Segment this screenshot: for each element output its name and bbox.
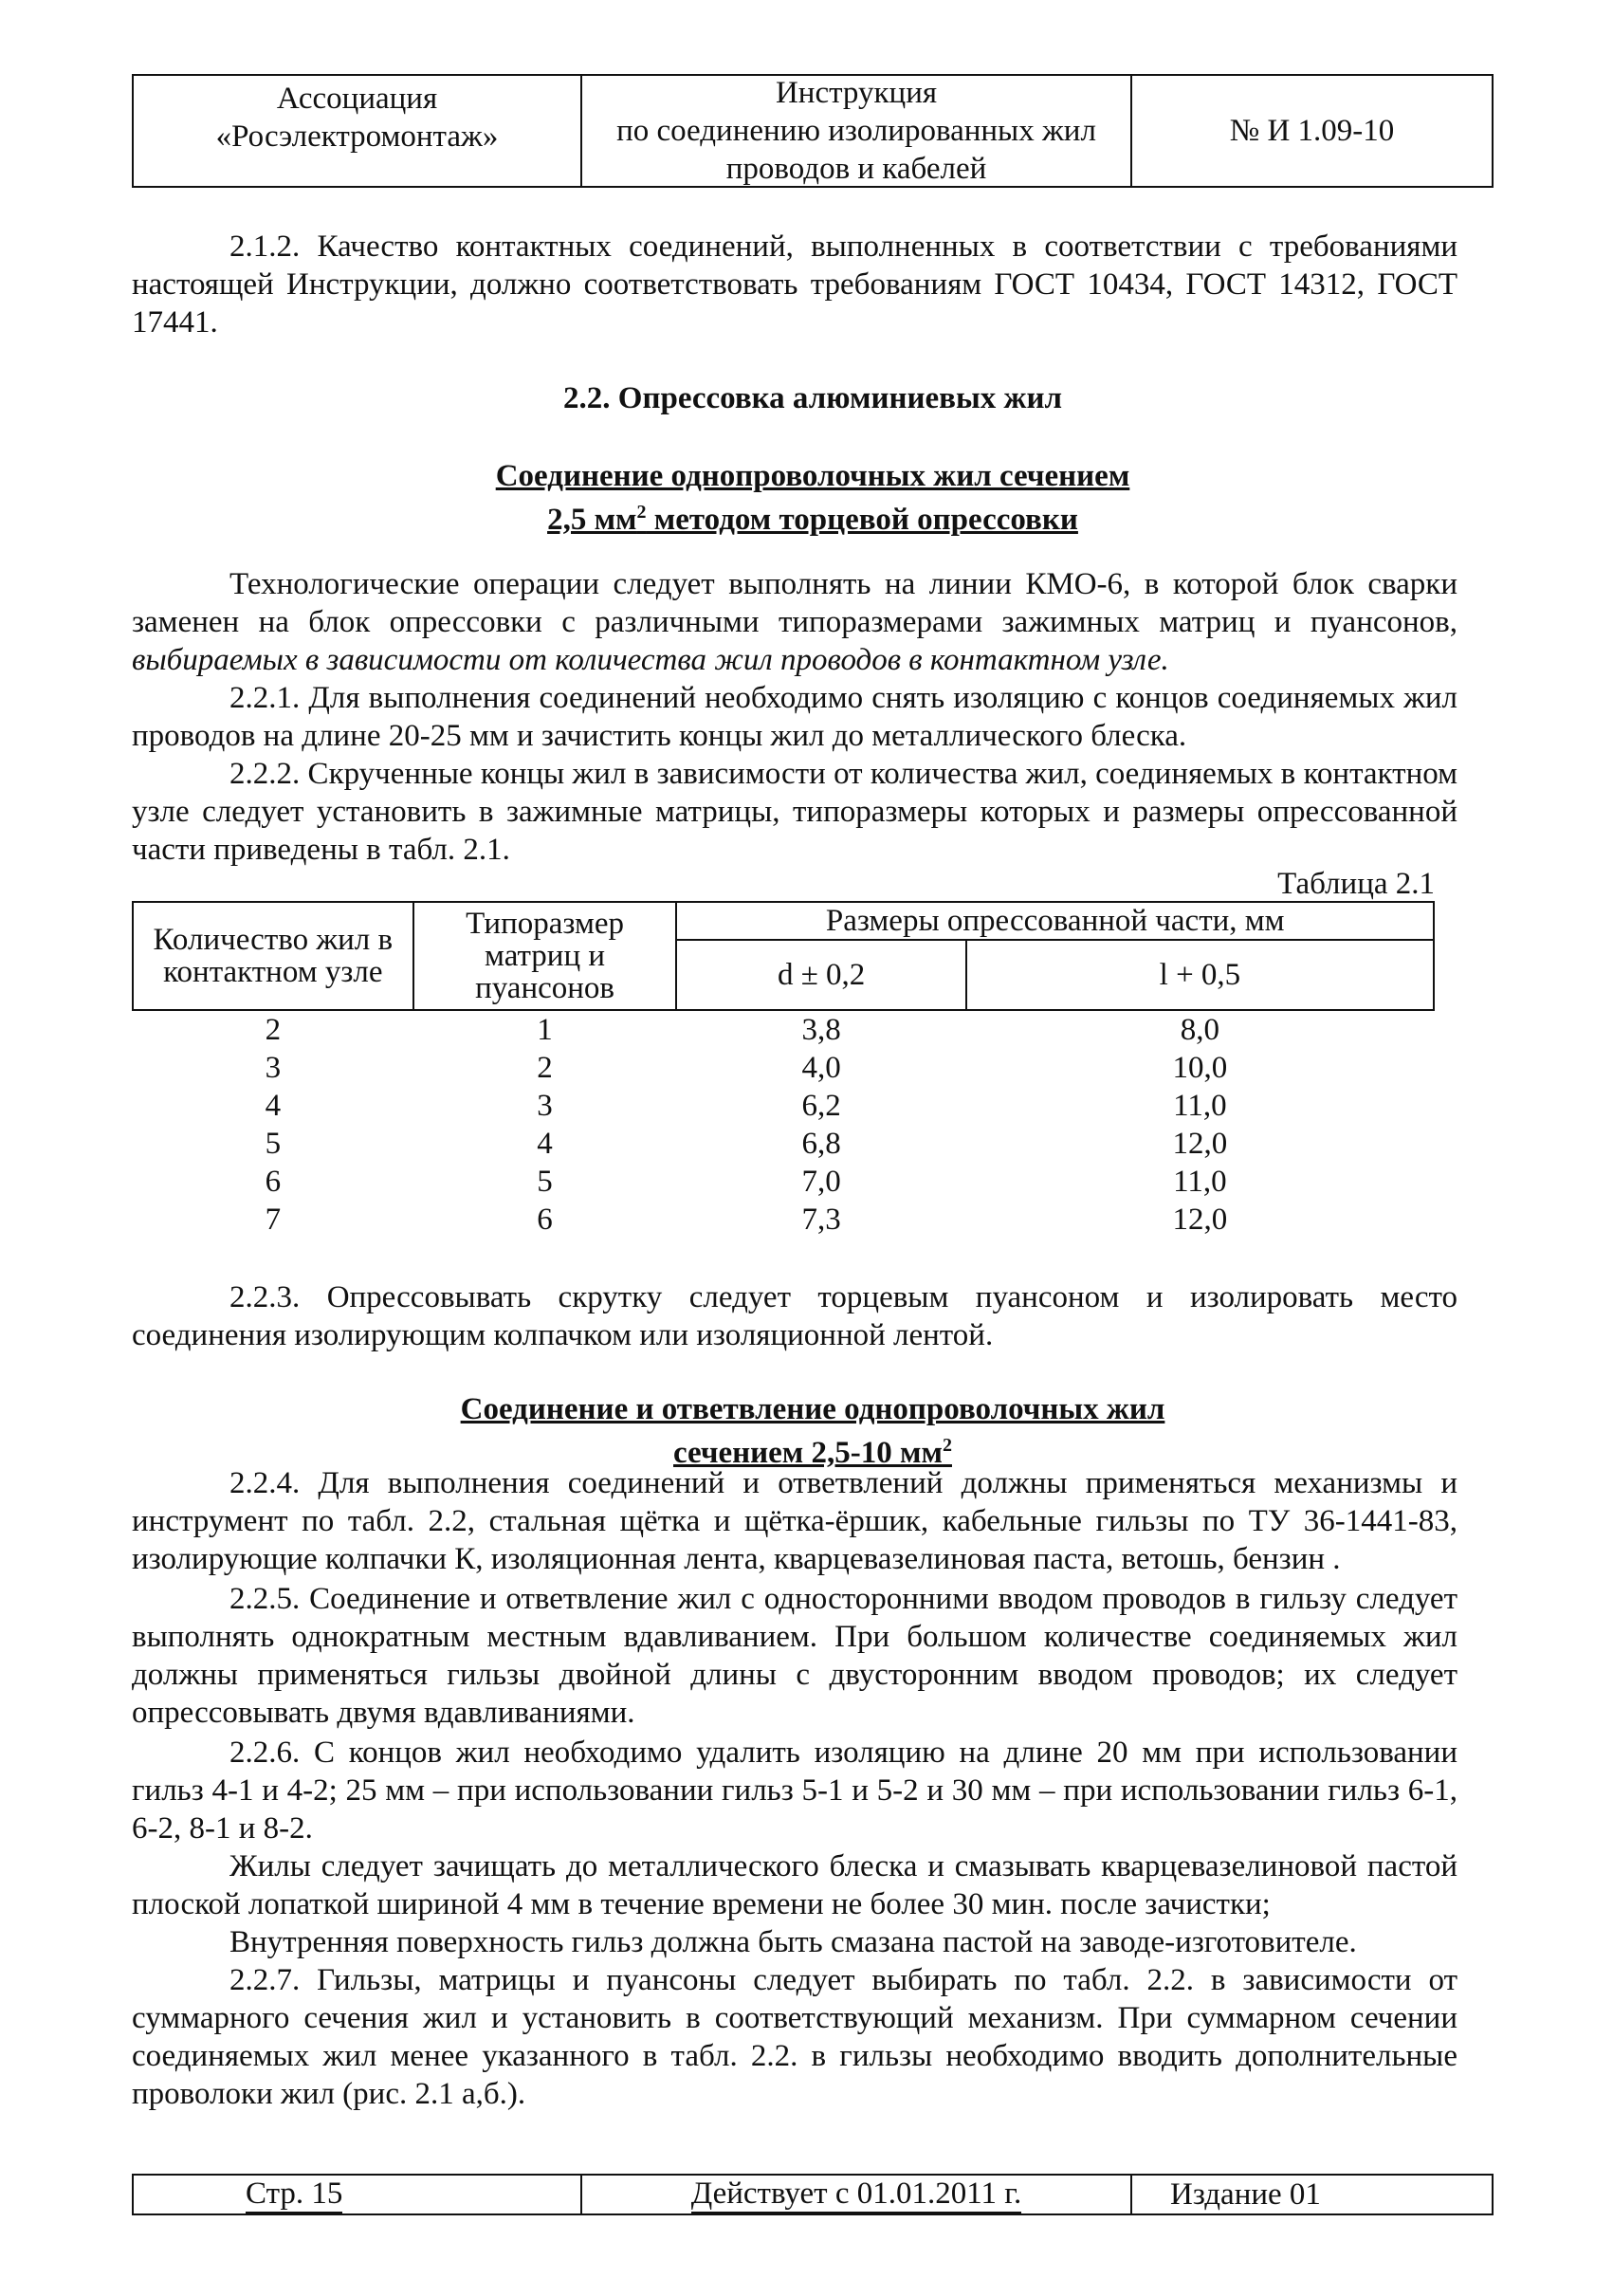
table-cell: 4 — [265, 1089, 282, 1123]
table-cell: 7 — [265, 1203, 282, 1237]
paragraph-2-2-7: 2.2.7. Гильзы, матрицы и пуансоны следует выбирать по табл. 2.2. в зависимости от суммарного сечения жил и установить в соответствующий механизм. При суммарном сечении соединяемых жил менее указанного в табл. 2.2. в гильзы необходимо вводить дополнительные проволоки жил (рис. 2.1 а,б.). — [132, 1963, 1457, 2111]
paragraph-2-2-2: 2.2.2. Скрученные концы жил в зависимости от количества жил, соединяемых в контактном узле следует установить в зажимные матрицы, типоразмеры которых и размеры опрессованной части приведены в табл. 2.1. — [132, 757, 1457, 867]
table-row — [133, 1010, 1434, 1049]
table-cell: 2 — [537, 1051, 553, 1085]
table-header-d: d ± 0,2 — [676, 940, 965, 1010]
table-row — [133, 1201, 1434, 1239]
table-cell: 11,0 — [1173, 1165, 1227, 1199]
valid-from-text: Действует с 01.01.2011 г. — [691, 2177, 1022, 2213]
page-number: Стр. 15 — [246, 2177, 342, 2213]
subsection-heading-1-line-1: Соединение однопроволочных жил сечением — [495, 459, 1130, 493]
paragraph-cleaning: Жилы следует зачищать до металлического блеска и смазывать кварцевазелиновой пастой плоской лопаткой шириной 4 мм в течение времени не более 30 мин. после зачистки; — [132, 1849, 1457, 1921]
paragraph-2-1-2: 2.1.2. Качество контактных соединений, выполненных в соответствии с требованиями настоящей Инструкции, должно соответствовать требованиям ГОСТ 10434, ГОСТ 14312, ГОСТ 17441. — [132, 230, 1457, 340]
footer-edition — [1132, 2176, 1492, 2213]
table-row — [133, 1163, 1434, 1201]
header-document-title — [582, 76, 1132, 186]
paragraph-2-2-5: 2.2.5. Соединение и ответвление жил с односторонними вводом проводов в гильзу следует выполнять однократным местным вдавливанием. При большом количестве соединяемых жил должны применяться гильзы двойной длины с двусторонним вводом проводов; их следует опрессовывать двумя вдавливаниями. — [132, 1582, 1457, 1730]
table-row — [133, 1049, 1434, 1087]
table-cell: 3 — [265, 1051, 282, 1085]
org-line-2: «Росэлектромонтаж» — [215, 119, 499, 154]
sub2-text: сечением 2,5-10 мм — [673, 1436, 943, 1470]
table-cell: 1 — [537, 1013, 553, 1047]
table-header-wire-count: Количество жил в контактном узле — [133, 902, 413, 1010]
paragraph-2-2-6: 2.2.6. С концов жил необходимо удалить изоляцию на длине 20 мм при использовании гильз 4-1 и 4-2; 25 мм – при использовании гильз 5-1 и 5-2 и 30 мм – при использовании гильз 6-1, 6-2, 8-1 и 8-2. — [132, 1736, 1457, 1846]
edition-text: Издание 01 — [1170, 2177, 1321, 2212]
tech-text-italic: выбираемых в зависимости от количества жил проводов в контактном узле. — [132, 643, 1169, 677]
footer-valid-from — [582, 2176, 1132, 2213]
table-caption: Таблица 2.1 — [1277, 867, 1435, 901]
paragraph-2-2-1: 2.2.1. Для выполнения соединений необходимо снять изоляцию с концов соединяемых жил проводов на длине 20-25 мм и зачистить концы жил до металлического блеска. — [132, 681, 1457, 753]
sub1-superscript: 2 — [636, 502, 647, 523]
table-cell: 6 — [265, 1165, 282, 1199]
header-document-number — [1132, 76, 1492, 186]
org-line-1: Ассоциация — [276, 82, 438, 116]
doc-number: № И 1.09-10 — [1229, 114, 1395, 148]
table-cell: 6 — [537, 1203, 553, 1237]
paragraph-2-2-4: 2.2.4. Для выполнения соединений и ответвлений должны применяться механизмы и инструмент по табл. 2.2, стальная щётка и щётка-ёршик, кабельные гильзы по ТУ 36-1441-83, изолирующие колпачки К, изоляционная лента, кварцевазелиновая паста, ветошь, бензин . — [132, 1466, 1457, 1576]
table-cell: 3 — [537, 1089, 553, 1123]
table-cell: 10,0 — [1172, 1051, 1228, 1085]
doc-title-line-1: Инструкция — [775, 76, 938, 110]
table-header-dimensions: Размеры опрессованной части, мм — [676, 902, 1434, 940]
document-header — [132, 74, 1494, 188]
doc-title-line-3: проводов и кабелей — [725, 152, 987, 186]
sub1-text-b: методом торцевой опрессовки — [646, 503, 1078, 537]
document-footer — [132, 2174, 1494, 2215]
table-cell: 5 — [265, 1127, 282, 1161]
table-cell: 4,0 — [801, 1051, 841, 1085]
table-row — [133, 1125, 1434, 1163]
table-cell: 12,0 — [1172, 1127, 1228, 1161]
paragraph-inner-surface: Внутренняя поверхность гильз должна быть смазана пастой на заводе-изготовителе. — [229, 1925, 1357, 1959]
tech-text: Технологические операции следует выполнять на линии КМО-6, в которой блок сварки заменен на блок опрессовки с различными типоразмерами зажимных матриц и пуансонов, — [132, 567, 1457, 639]
table-header-l: l + 0,5 — [966, 940, 1434, 1010]
table-row — [133, 1087, 1434, 1125]
table-cell: 11,0 — [1173, 1089, 1227, 1123]
subsection-heading-2-line-1: Соединение и ответвление однопроволочных жил — [460, 1392, 1165, 1426]
table-2-1 — [132, 901, 1435, 1239]
table-header-die-size: Типоразмер матриц и пуансонов — [413, 902, 677, 1010]
paragraph-technology — [132, 565, 1457, 679]
sub2-superscript: 2 — [942, 1435, 952, 1456]
doc-title-line-2: по соединению изолированных жил — [616, 114, 1096, 148]
footer-page — [134, 2176, 582, 2213]
section-heading-2-2: 2.2. Опрессовка алюминиевых жил — [563, 381, 1062, 415]
table-cell: 7,0 — [801, 1165, 841, 1199]
table-cell: 8,0 — [1180, 1013, 1220, 1047]
header-organization — [134, 76, 582, 186]
table-cell: 6,2 — [801, 1089, 841, 1123]
table-cell: 12,0 — [1172, 1203, 1228, 1237]
table-cell: 4 — [537, 1127, 553, 1161]
table-cell: 3,8 — [801, 1013, 841, 1047]
table-cell: 6,8 — [801, 1127, 841, 1161]
table-cell: 2 — [265, 1013, 282, 1047]
subsection-heading-1-line-2 — [132, 493, 1494, 539]
table-cell: 7,3 — [801, 1203, 841, 1237]
sub1-text-a: 2,5 мм — [547, 503, 637, 537]
table-cell: 5 — [537, 1165, 553, 1199]
paragraph-2-2-3: 2.2.3. Опрессовывать скрутку следует торцевым пуансоном и изолировать место соединения изолирующим колпачком или изоляционной лентой. — [132, 1280, 1457, 1352]
